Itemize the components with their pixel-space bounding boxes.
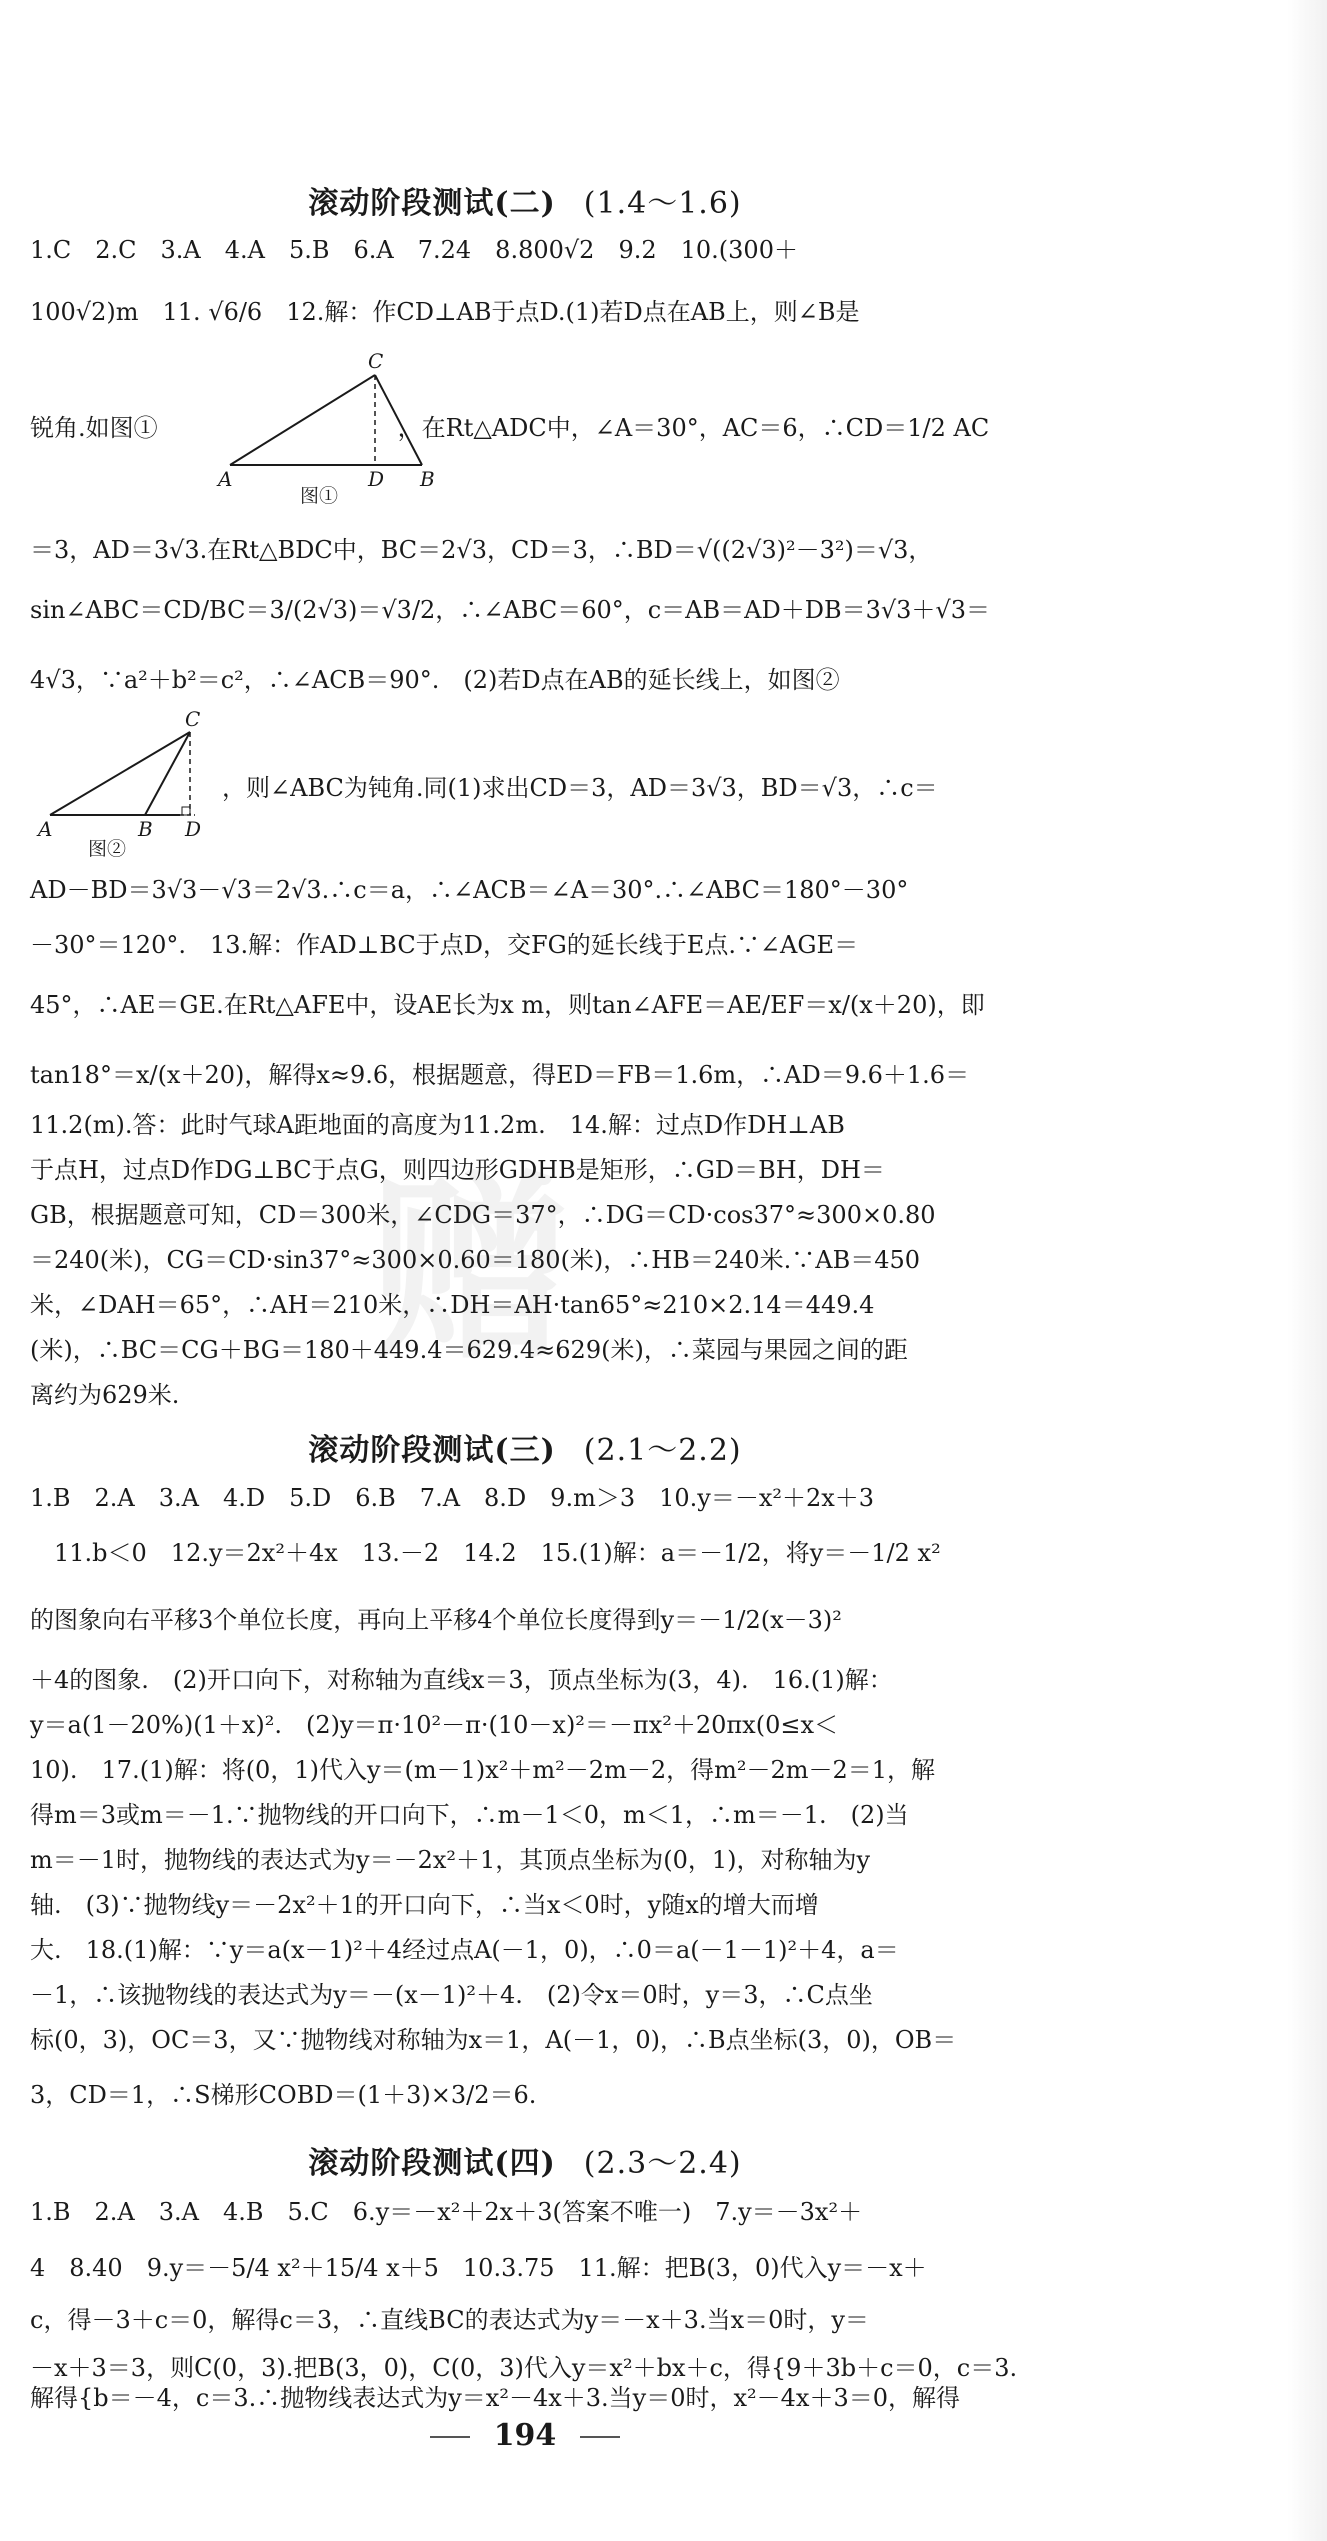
text-line: 1.B 2.A 3.A 4.B 5.C 6.y＝－x²＋2x＋3(答案不唯一) 7.y＝－3x²＋	[30, 2198, 863, 2226]
text-line: 1.B 2.A 3.A 4.D 5.D 6.B 7.A 8.D 9.m＞3 10.y＝－x²＋2x＋3	[30, 1484, 875, 1512]
text-line: 的图象向右平移3个单位长度，再向上平移4个单位长度得到y＝－1/2(x－3)²	[30, 1606, 842, 1634]
svg-text:C: C	[368, 350, 384, 373]
dash-left	[430, 2436, 470, 2438]
section-title: 滚动阶段测试(四) (2.3～2.4)	[308, 2146, 742, 2181]
text-line: c，得－3＋c＝0，解得c＝3，∴直线BC的表达式为y＝－x＋3.当x＝0时，y＝	[30, 2306, 869, 2334]
text-line: GB，根据题意可知，CD＝300米，∠CDG＝37°，∴DG＝CD·cos37°≈300×0.80	[30, 1201, 936, 1229]
text-line: ，则∠ABC为钝角.同(1)求出CD＝3，AD＝3√3，BD＝√3，∴c＝	[30, 774, 938, 802]
text-line: －x＋3＝3，则C(0，3).把B(3，0)，C(0，3)代入y＝x²＋bx＋c，得{9＋3b＋c＝0，c＝3.	[30, 2354, 1018, 2382]
text-line: 11.2(m).答：此时气球A距地面的高度为11.2m. 14.解：过点D作DH⊥AB	[30, 1111, 845, 1139]
watermark: 赠	[370, 1154, 571, 1387]
text-line: 1.C 2.C 3.A 4.A 5.B 6.A 7.24 8.800√2 9.2 10.(300＋	[30, 236, 798, 264]
text-line: 米，∠DAH＝65°，∴AH＝210米，∴DH＝AH·tan65°≈210×2.14＝449.4	[30, 1291, 875, 1319]
svg-text:A: A	[218, 467, 233, 491]
text-line: 离约为629米.	[30, 1381, 180, 1409]
text-line: －30°＝120°. 13.解：作AD⊥BC于点D，交FG的延长线于E点.∵∠AGE＝	[30, 931, 859, 959]
text-line: 轴. (3)∵抛物线y＝－2x²＋1的开口向下，∴当x＜0时，y随x的增大而增	[30, 1891, 819, 1919]
figure-1	[190, 350, 450, 514]
text-line: 于点H，过点D作DG⊥BC于点G，则四边形GDHB是矩形，∴GD＝BH，DH＝	[30, 1156, 885, 1184]
text-line: 得m＝3或m＝－1.∵抛物线的开口向下，∴m－1＜0，m＜1，∴m＝－1. (2)当	[30, 1801, 909, 1829]
svg-text:D: D	[368, 467, 385, 491]
text-line: －1，∴该抛物线的表达式为y＝－(x－1)²＋4. (2)令x＝0时，y＝3，∴C点坐	[30, 1981, 873, 2009]
text-line: 锐角.如图① ，在Rt△ADC中，∠A＝30°，AC＝6，∴CD＝1/2 AC	[30, 414, 990, 442]
text-line: 10). 17.(1)解：将(0，1)代入y＝(m－1)x²＋m²－2m－2，得m²－2m－2＝1，解	[30, 1756, 936, 1784]
text-line: AD－BD＝3√3－√3＝2√3.∴c＝a，∴∠ACB＝∠A＝30°.∴∠ABC＝180°－30°	[30, 876, 909, 904]
text-line: 标(0，3)，OC＝3，又∵抛物线对称轴为x＝1，A(－1，0)，∴B点坐标(3，0)，OB＝	[30, 2026, 957, 2054]
svg-text:图①: 图①	[300, 485, 339, 507]
svg-text:A: A	[38, 817, 53, 841]
text-line: m＝－1时，抛物线的表达式为y＝－2x²＋1，其顶点坐标为(0，1)，对称轴为y	[30, 1846, 871, 1874]
svg-text:C: C	[185, 707, 201, 731]
text-line: 100√2)m 11. √6/6 12.解：作CD⊥AB于点D.(1)若D点在AB上，则∠B是	[30, 298, 860, 326]
text-line: (米)，∴BC＝CG＋BG＝180＋449.4＝629.4≈629(米)，∴菜园与果园之间的距	[30, 1336, 908, 1364]
text-line: 大. 18.(1)解：∵y＝a(x－1)²＋4经过点A(－1，0)，∴0＝a(－1－1)²＋4，a＝	[30, 1936, 899, 1964]
section-title: 滚动阶段测试(二) (1.4～1.6)	[308, 186, 742, 221]
text-line: sin∠ABC＝CD/BC＝3/(2√3)＝√3/2，∴∠ABC＝60°，c＝AB＝AD＋DB＝3√3＋√3＝	[30, 596, 990, 624]
text-line: ＋4的图象. (2)开口向下，对称轴为直线x＝3，顶点坐标为(3，4). 16.(1)解：	[30, 1666, 893, 1694]
section-title: 滚动阶段测试(三) (2.1～2.2)	[308, 1433, 742, 1468]
text-line: tan18°＝x/(x＋20)，解得x≈9.6，根据题意，得ED＝FB＝1.6m，∴AD＝9.6＋1.6＝	[30, 1061, 970, 1089]
text-line: ＝240(米)，CG＝CD·sin37°≈300×0.60＝180(米)，∴HB＝240米.∵AB＝450	[30, 1246, 921, 1274]
text-line: 3，CD＝1，∴S梯形COBD＝(1＋3)×3/2＝6.	[30, 2081, 537, 2109]
text-line: 4√3，∵a²＋b²＝c²，∴∠ACB＝90°. (2)若D点在AB的延长线上，如图②	[30, 666, 840, 694]
dash-right	[580, 2436, 620, 2438]
svg-text:B: B	[138, 817, 153, 841]
svg-text:B: B	[420, 467, 435, 491]
text-line: y＝a(1－20%)(1＋x)². (2)y＝π·10²－π·(10－x)²＝－πx²＋20πx(0≤x＜	[30, 1711, 838, 1739]
text-line: 45°，∴AE＝GE.在Rt△AFE中，设AE长为x m，则tan∠AFE＝AE/EF＝x/(x＋20)，即	[30, 991, 985, 1019]
svg-text:图②: 图②	[88, 838, 127, 860]
text-line: 解得{b＝－4，c＝3.∴抛物线表达式为y＝x²－4x＋3.当y＝0时，x²－4x＋3＝0，解得	[30, 2384, 960, 2412]
page-number: 194	[30, 2418, 1020, 2453]
svg-text:D: D	[185, 817, 202, 841]
text-line: ＝3，AD＝3√3.在Rt△BDC中，BC＝2√3，CD＝3，∴BD＝√((2√3)²－3²)＝√3，	[30, 536, 933, 564]
text-line: 4 8.40 9.y＝－5/4 x²＋15/4 x＋5 10.3.75 11.解：把B(3，0)代入y＝－x＋	[30, 2254, 927, 2282]
page-edge-shadow	[1287, 0, 1327, 2541]
text-line: 11.b＜0 12.y＝2x²＋4x 13.－2 14.2 15.(1)解：a＝－1/2，将y＝－1/2 x²	[30, 1539, 941, 1567]
